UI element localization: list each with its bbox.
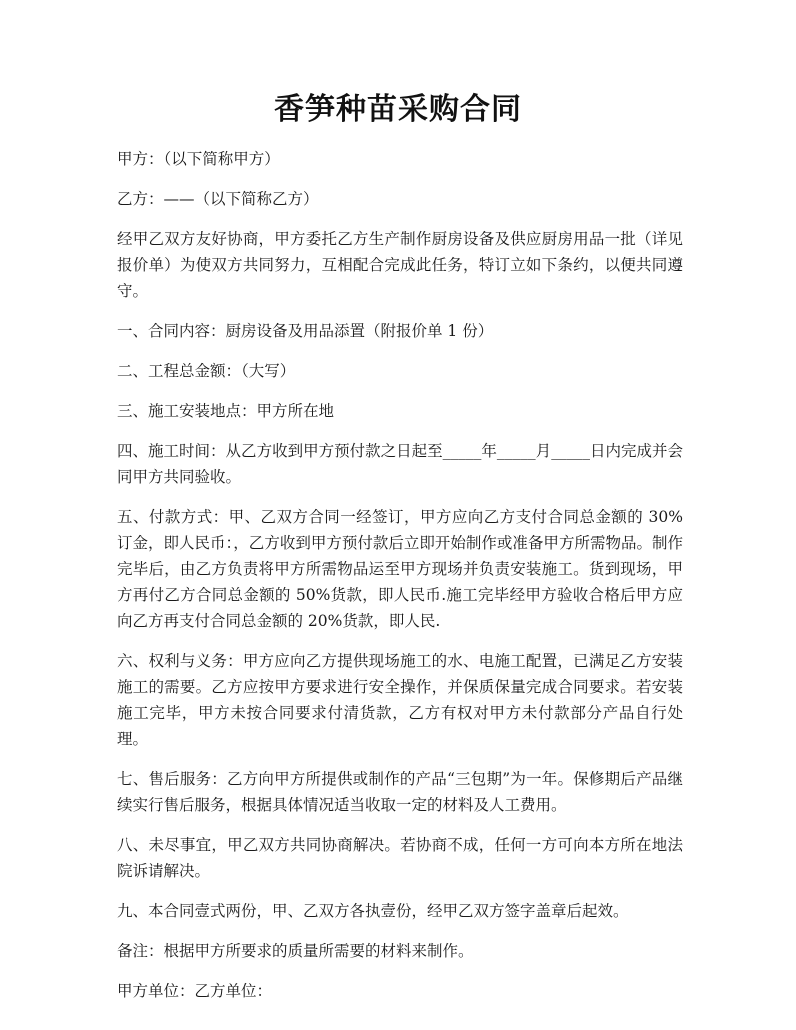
clause-2-total-amount: 二、工程总金额：（大写）	[117, 362, 296, 380]
document-title: 香笋种苗采购合同	[274, 92, 522, 127]
signature-units-line: 甲方单位：乙方单位：	[117, 982, 273, 1000]
clause-6-rights-obligations: 六、权利与义务：甲方应向乙方提供现场施工的水、电施工配置，已满足乙方安装施工的需要。乙方应按甲方要求进行安全操作，并保质保量完成合同要求。若安装施工完毕，甲方未按合同要求付清货款，乙方有权对甲方未付款部分产品自行处理。	[117, 652, 683, 748]
clause-7-after-sales: 七、售后服务：乙方向甲方所提供或制作的产品“三包期”为一年。保修期后产品继续实行售后服务，根据具体情况适当收取一定的材料及人工费用。	[117, 770, 683, 814]
preamble-paragraph: 经甲乙双方友好协商，甲方委托乙方生产制作厨房设备及供应厨房用品一批（详见报价单）为使双方共同努力，互相配合完成此任务，特订立如下条约，以便共同遵守。	[117, 230, 683, 300]
party-b-line: 乙方：——（以下简称乙方）	[117, 190, 319, 208]
remarks-line: 备注：根据甲方所要求的质量所需要的材料来制作。	[117, 942, 474, 960]
clause-5-payment-terms: 五、付款方式：甲、乙双方合同一经签订，甲方应向乙方支付合同总金额的 30%订金，即人民币：，乙方收到甲方预付款后立即开始制作或准备甲方所需物品。制作完毕后，由乙方负责将甲方所需物品运至甲方现场并负责安装施工。货到现场，甲方再付乙方合同总金额的 50%货款，即人民币.施工完毕经甲方验收合格后甲方应向乙方再支付合同总金额的 20%货款，即人民.	[117, 508, 683, 630]
party-a-line: 甲方：（以下简称甲方）	[117, 150, 280, 168]
clause-3-installation-site: 三、施工安装地点：甲方所在地	[117, 402, 335, 420]
clause-8-other-matters: 八、未尽事宜，甲乙双方共同协商解决。若协商不成，任何一方可向本方所在地法院诉请解决。	[117, 836, 683, 880]
clause-9-copies: 九、本合同壹式两份，甲、乙双方各执壹份，经甲乙双方签字盖章后起效。	[117, 902, 629, 920]
clause-4-construction-time: 四、施工时间：从乙方收到甲方预付款之日起至_____年_____月_____日内完成并会同甲方共同验收。	[117, 442, 683, 486]
clause-1-contract-content: 一、合同内容：厨房设备及用品添置（附报价单 1 份）	[117, 322, 494, 340]
contract-body	[117, 146, 683, 1018]
